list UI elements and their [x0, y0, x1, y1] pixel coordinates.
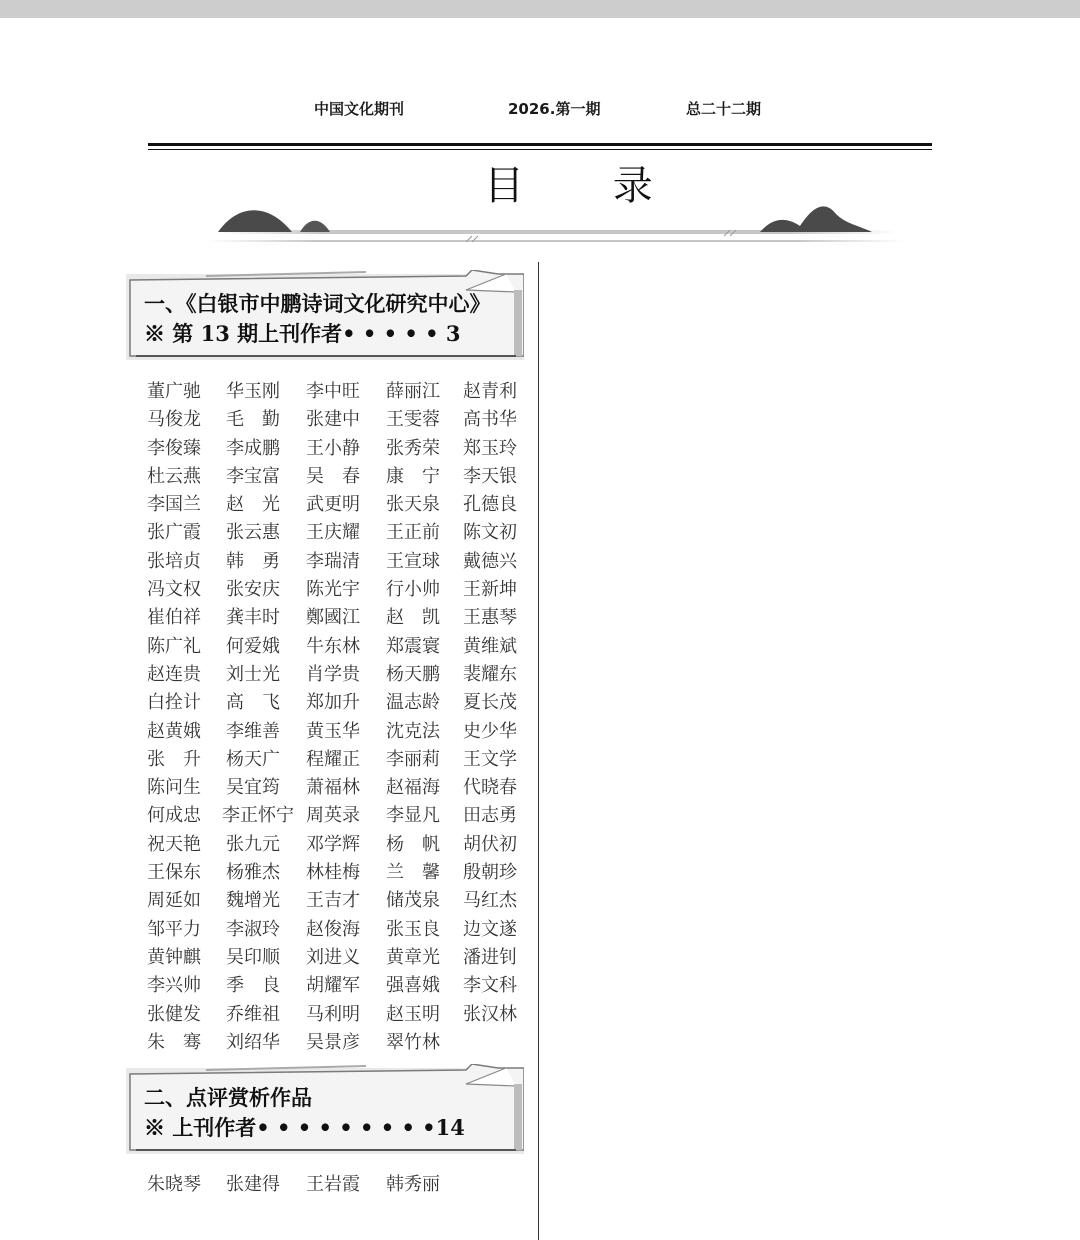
name-row: [143, 603, 533, 631]
top-gray-bar: [0, 0, 1080, 18]
author-name: 王宣球: [386, 550, 440, 572]
author-name: 李显凡: [386, 805, 440, 827]
name-row: [143, 717, 533, 745]
name-row: [143, 1028, 533, 1056]
name-row: [143, 1170, 533, 1198]
author-name: 杨 帆: [386, 833, 440, 855]
author-name: 萧福林: [306, 777, 360, 799]
author-name: 王惠琴: [463, 607, 517, 629]
section-banner-2: [126, 1064, 524, 1154]
author-name: 华玉刚: [226, 381, 280, 402]
author-name: 杨天广: [226, 748, 280, 770]
column-divider: [538, 262, 539, 1240]
author-name: 肖学贵: [306, 663, 360, 685]
author-name: 裴耀东: [463, 663, 517, 685]
author-name: 马红杰: [463, 890, 517, 912]
author-name: 孔德良: [463, 494, 517, 516]
author-name: 王新坤: [463, 579, 517, 601]
author-name: 胡伏初: [463, 833, 517, 855]
author-name: 胡耀军: [306, 975, 360, 997]
name-row: [143, 943, 533, 971]
author-name: 朱晓琴: [147, 1174, 201, 1195]
author-name: 祝天艳: [147, 833, 201, 855]
name-row: [143, 490, 533, 518]
author-name: 刘进义: [306, 946, 360, 968]
author-name: 张秀荣: [386, 437, 440, 459]
author-name: 龚丰时: [226, 607, 280, 629]
author-name: 黄玉华: [306, 720, 360, 742]
journal-name: 中国文化期刊: [314, 100, 405, 118]
author-name: 杨雅杰: [226, 862, 280, 884]
author-name: 李天银: [463, 465, 517, 487]
name-row: [143, 462, 533, 490]
name-row: [143, 801, 533, 829]
author-name: 何爱娥: [226, 635, 280, 657]
author-name: 沈克法: [386, 720, 440, 742]
author-name: 林桂梅: [306, 862, 360, 884]
name-row: [143, 547, 533, 575]
section-2-author-list: [143, 1170, 533, 1198]
author-name: 李瑞清: [306, 550, 360, 572]
author-name: 康 宁: [386, 465, 440, 487]
author-name: 代晓春: [463, 777, 517, 799]
author-name: 李国兰: [147, 494, 201, 516]
name-row: [143, 434, 533, 462]
author-name: 黄章光: [386, 946, 440, 968]
author-name: 程耀正: [306, 748, 360, 770]
name-row: [143, 886, 533, 914]
author-name: 张云惠: [226, 522, 280, 544]
name-row: [143, 632, 533, 660]
section-1-author-list: [143, 377, 533, 1056]
author-name: 王小静: [306, 437, 360, 459]
author-name: 陈问生: [147, 777, 201, 799]
author-name: 王正前: [386, 522, 440, 544]
author-name: 吴印顺: [226, 946, 280, 968]
author-name: 高书华: [463, 409, 517, 431]
section-2-title: 二、点评赏析作品: [144, 1085, 312, 1110]
section-banner-1: [126, 270, 524, 360]
author-name: 吴景彦: [306, 1031, 360, 1053]
author-name: 王保东: [147, 862, 201, 884]
name-row: [143, 858, 533, 886]
author-name: 毛 勤: [226, 409, 280, 431]
header-rule-thick: [148, 143, 932, 146]
name-row: [143, 773, 533, 801]
author-name: 储茂泉: [386, 890, 440, 912]
author-name: 薛丽江: [386, 381, 440, 402]
name-row: [143, 830, 533, 858]
author-name: 周英录: [306, 805, 360, 827]
author-name: 行小帅: [386, 579, 440, 601]
author-name: 李成鹏: [226, 437, 280, 459]
section-1-subtitle: ※ 第 13 期上刊作者• • • • • 3: [144, 321, 461, 346]
author-name: 周延如: [147, 890, 201, 912]
author-name: 张玉良: [386, 918, 440, 940]
author-name: 黄钟麒: [147, 946, 201, 968]
author-name: 温志龄: [386, 692, 440, 714]
author-name: 陈文初: [463, 522, 517, 544]
author-name: 赵 光: [226, 494, 280, 516]
author-name: 张培贞: [147, 550, 201, 572]
author-name: 王雯蓉: [386, 409, 440, 431]
author-name: 牛东林: [306, 635, 360, 657]
author-name: 朱 骞: [147, 1031, 201, 1053]
author-name: 张天泉: [386, 494, 440, 516]
author-name: 边文遂: [463, 918, 517, 940]
author-name: 武更明: [306, 494, 360, 516]
author-name: 张汉林: [463, 1003, 517, 1025]
section-1-title: 一、《白银市中鹏诗词文化研究中心》: [144, 291, 491, 316]
author-name: 赵玉明: [386, 1003, 440, 1025]
author-name: 李丽莉: [386, 748, 440, 770]
author-name: 韩 勇: [226, 550, 280, 572]
author-name: 冯文权: [147, 579, 201, 601]
name-row: [143, 518, 533, 546]
author-name: 李淑玲: [226, 918, 280, 940]
author-name: 马俊龙: [147, 409, 201, 431]
author-name: 张 升: [147, 748, 201, 770]
author-name: 夏长茂: [463, 692, 517, 714]
author-name: 潘进钊: [463, 946, 517, 968]
author-name: 乔维祖: [226, 1003, 280, 1025]
author-name: 马利明: [306, 1003, 360, 1025]
author-name: 李文科: [463, 975, 517, 997]
author-name: 翠竹林: [386, 1031, 440, 1053]
author-name: 杨天鹏: [386, 663, 440, 685]
author-name: 崔伯祥: [147, 607, 201, 629]
name-row: [143, 971, 533, 999]
header-rule-thin: [148, 149, 932, 150]
author-name: 王吉才: [306, 890, 360, 912]
author-name: 何成忠: [147, 805, 201, 827]
author-name: 王文学: [463, 748, 517, 770]
author-name: 吴 春: [306, 465, 360, 487]
author-name: 殷朝珍: [463, 862, 517, 884]
author-name: 赵黄娥: [147, 720, 201, 742]
author-name: 张建中: [306, 409, 360, 431]
name-row: [143, 745, 533, 773]
author-name: 赵 凯: [386, 607, 440, 629]
author-name: 张九元: [226, 833, 280, 855]
author-name: 张广霞: [147, 522, 201, 544]
name-row: [143, 1000, 533, 1028]
author-name: 邹平力: [147, 918, 201, 940]
author-name: 郑玉玲: [463, 437, 517, 459]
author-name: 黄维斌: [463, 635, 517, 657]
author-name: 刘士光: [226, 663, 280, 685]
author-name: 董广驰: [147, 381, 201, 402]
name-row: [143, 575, 533, 603]
author-name: 赵连贵: [147, 663, 201, 685]
author-name: 戴德兴: [463, 550, 517, 572]
author-name: 张安庆: [226, 579, 280, 601]
author-name: 赵青利: [463, 381, 517, 402]
author-name: 张建得: [226, 1174, 280, 1195]
author-name: 王岩霞: [306, 1174, 360, 1195]
author-name: 吴宜筠: [226, 777, 280, 799]
author-name: 高 飞: [226, 692, 280, 714]
author-name: 白拴计: [147, 692, 201, 714]
author-name: 张健发: [147, 1003, 201, 1025]
name-row: [143, 405, 533, 433]
author-name: 李维善: [226, 720, 280, 742]
author-name: 李正怀宁: [222, 805, 294, 827]
author-name: 李宝富: [226, 465, 280, 487]
author-name: 邓学辉: [306, 833, 360, 855]
author-name: 陈广礼: [147, 635, 201, 657]
name-row: [143, 377, 533, 405]
author-name: 田志勇: [463, 805, 517, 827]
author-name: 李兴帅: [147, 975, 201, 997]
name-row: [143, 660, 533, 688]
author-name: 杜云燕: [147, 465, 201, 487]
issue-number: 2026.第一期: [508, 100, 601, 118]
author-name: 赵俊海: [306, 918, 360, 940]
author-name: 李中旺: [306, 381, 360, 402]
author-name: 陈光宇: [306, 579, 360, 601]
total-issue: 总二十二期: [686, 100, 762, 118]
author-name: 魏增光: [226, 890, 280, 912]
name-row: [143, 688, 533, 716]
author-name: 鄭國江: [306, 607, 360, 629]
author-name: 韩秀丽: [386, 1174, 440, 1195]
author-name: 兰 馨: [386, 862, 440, 884]
ink-mountain-decoration: [196, 196, 926, 270]
author-name: 史少华: [463, 720, 517, 742]
author-name: 王庆耀: [306, 522, 360, 544]
author-name: 赵福海: [386, 777, 440, 799]
name-row: [143, 915, 533, 943]
author-name: 李俊臻: [147, 437, 201, 459]
section-2-subtitle: ※ 上刊作者• • • • • • • • •14: [144, 1115, 465, 1140]
author-name: 强喜娥: [386, 975, 440, 997]
author-name: 郑震寰: [386, 635, 440, 657]
author-name: 郑加升: [306, 692, 360, 714]
author-name: 刘绍华: [226, 1031, 280, 1053]
toc-title: 目 录: [484, 163, 691, 209]
author-name: 季 良: [226, 975, 280, 997]
